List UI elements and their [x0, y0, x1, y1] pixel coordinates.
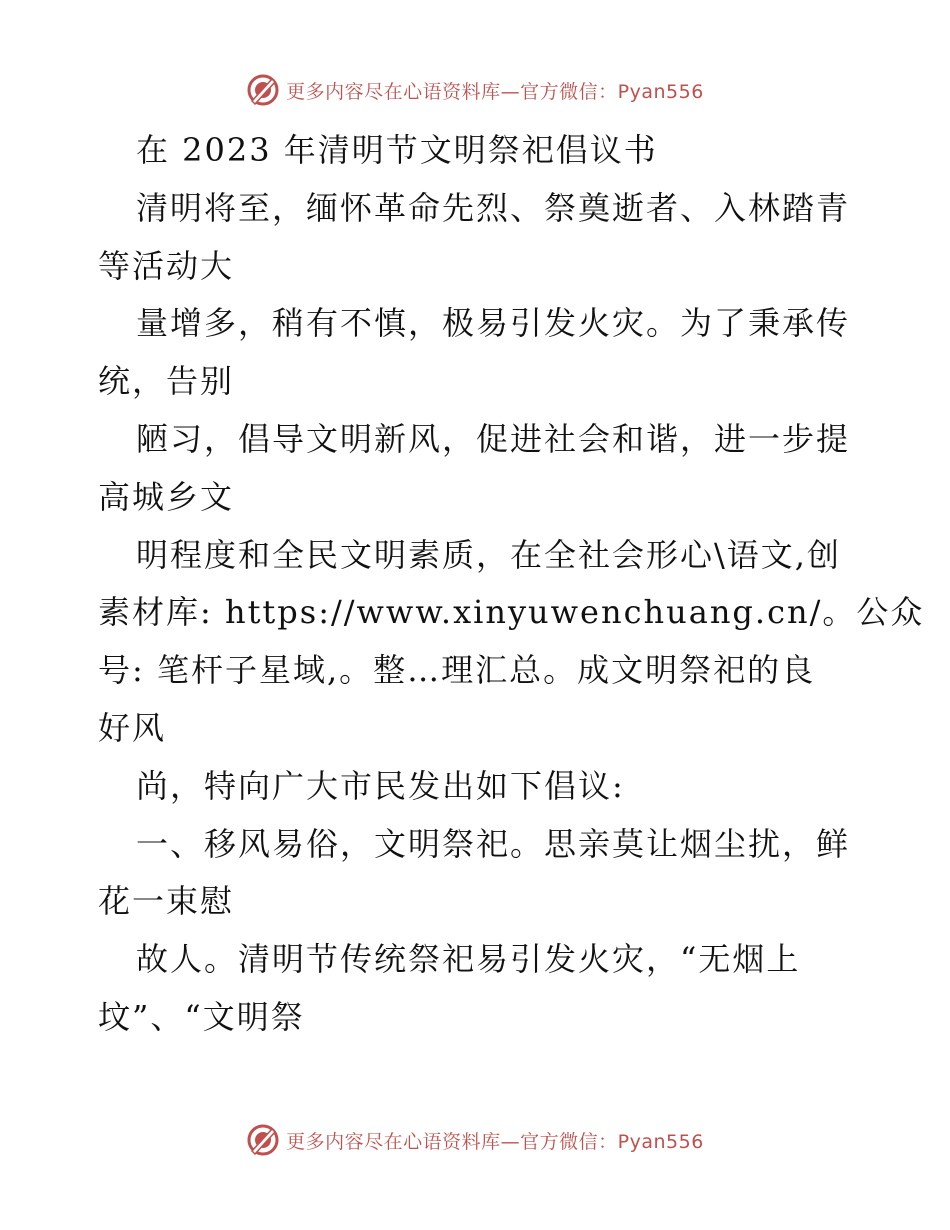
paragraph-line: 陋习，倡导文明新风，促进社会和谐，进一步提: [136, 419, 851, 458]
paragraph-line: 好风: [98, 708, 167, 747]
paragraph-line: 量增多，稍有不慎，极易引发火灾。为了秉承传: [136, 304, 851, 343]
paragraph-line: 号: 笔杆子星域,。整…理汇总。成文明祭祀的良: [98, 651, 816, 690]
footer-banner: [0, 1120, 950, 1160]
footer-banner-text: 更多内容尽在心语资料库—官方微信：Pyan556: [286, 1130, 704, 1153]
document-title: 在 2023 年清明节文明祭祀倡议书: [136, 131, 658, 169]
paragraph-line: 一、移风易俗，文明祭祀。思亲莫让烟尘扰，鲜: [136, 824, 851, 863]
paragraph-line: 清明将至，缅怀革命先烈、祭奠逝者、入林踏青: [136, 188, 851, 227]
paragraph-line: 高城乡文: [98, 477, 235, 516]
header-banner: [0, 70, 950, 110]
paragraph-line: 尚，特向广大市民发出如下倡议:: [136, 766, 625, 805]
document-body: [98, 122, 925, 1047]
paragraph-line: 素材库: https://www.xinyuwenchuang.cn/。公众: [98, 593, 925, 632]
paragraph-line: 统，告别: [98, 362, 235, 401]
header-banner-text: 更多内容尽在心语资料库—官方微信：Pyan556: [286, 80, 704, 103]
paragraph-line: 故人。清明节传统祭祀易引发火灾，“无烟上: [136, 940, 801, 979]
paragraph-line: 等活动大: [98, 246, 235, 285]
paragraph-line: 明程度和全民文明素质，在全社会形心\语文,创: [136, 535, 841, 574]
pen-seal-icon: [246, 1123, 280, 1157]
pen-seal-icon: [246, 73, 280, 107]
paragraph-line: 花一束慰: [98, 882, 235, 921]
paragraph-line: 坟”、“文明祭: [98, 997, 305, 1036]
